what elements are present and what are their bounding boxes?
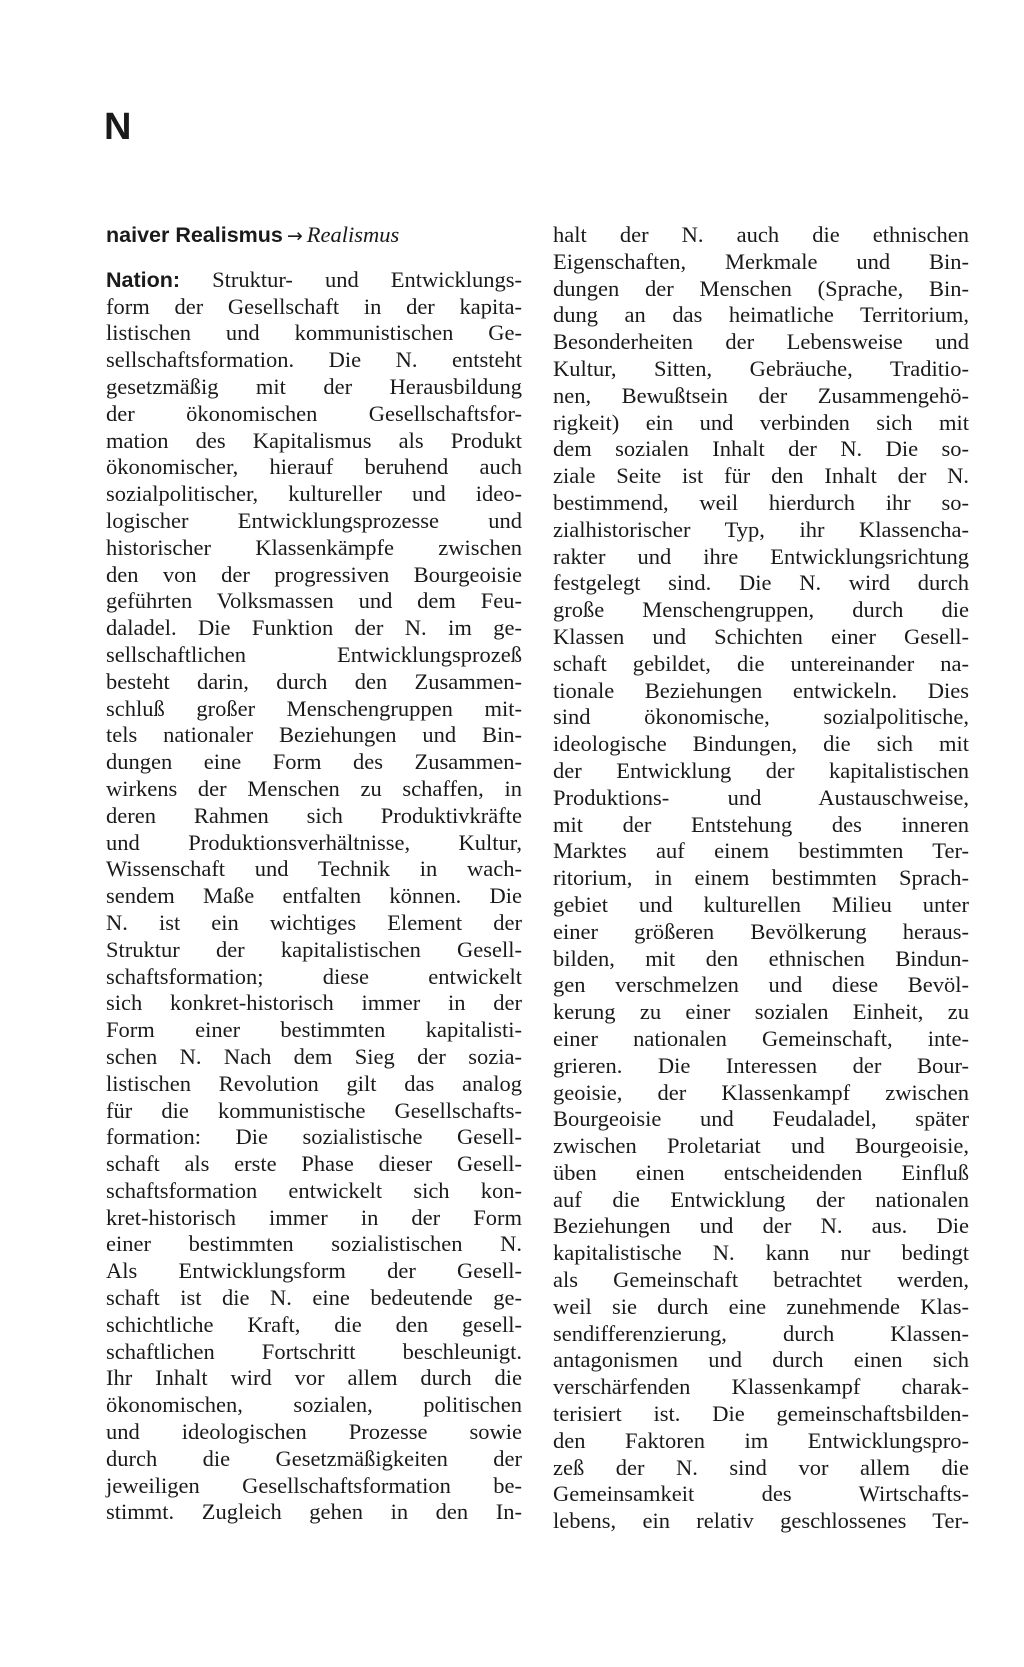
text-line: den von der progressiven Bourgeoisie: [106, 561, 522, 587]
text-line: zeß der N. sind vor allem die: [553, 1454, 969, 1480]
text-line: gebiet und kulturellen Milieu unter: [553, 891, 969, 917]
text-line: gesetzmäßig mit der Herausbildung: [106, 373, 522, 399]
text-line: dung an das heimatliche Territorium,: [553, 302, 969, 328]
entry-nation-first-line: [106, 267, 522, 294]
text-line: sellschaftlichen Entwicklungsprozeß: [106, 641, 522, 667]
text-line: stimmt. Zugleich gehen in den In-: [106, 1499, 522, 1525]
text-line: lebens, ein relativ geschlossenes Ter-: [553, 1508, 969, 1534]
text-line: halt der N. auch die ethnischen: [553, 222, 969, 247]
text-line: kerung zu einer sozialen Einheit, zu: [553, 999, 969, 1025]
text-line: und Produktionsverhältnisse, Kultur,: [106, 829, 522, 855]
text-line: schaft gebildet, die untereinander na-: [553, 650, 969, 676]
text-line: sozialpolitischer, kultureller und ideo-: [106, 481, 522, 507]
text-line: dem sozialen Inhalt der N. Die so-: [553, 436, 969, 462]
text-line: einer bestimmten sozialistischen N.: [106, 1231, 522, 1257]
text-line: sich konkret-historisch immer in der: [106, 990, 522, 1016]
text-line: sendem Maße entfalten können. Die: [106, 883, 522, 909]
text-line: gen verschmelzen und diese Bevöl-: [553, 972, 969, 998]
text-line: ziale Seite ist für den Inhalt der N.: [553, 463, 969, 489]
text-line: durch die Gesetzmäßigkeiten der: [106, 1445, 522, 1471]
text-line: einer größeren Bevölkerung heraus-: [553, 918, 969, 944]
text-line: den Faktoren im Entwicklungspro-: [553, 1427, 969, 1453]
text-line: zwischen Proletariat und Bourgeoisie,: [553, 1133, 969, 1159]
text-line: kret-historisch immer in der Form: [106, 1204, 522, 1230]
text-line: rigkeit) ein und verbinden sich mit: [553, 409, 969, 435]
text-line: bilden, mit den ethnischen Bindun-: [553, 945, 969, 971]
text-line: geführten Volksmassen und dem Feu-: [106, 588, 522, 614]
text-line: zialhistorischer Typ, ihr Klassencha-: [553, 516, 969, 542]
text-line: als Gemeinschaft betrachtet werden,: [553, 1267, 969, 1293]
entry-naiver-realismus: [106, 222, 522, 249]
text-line: listischen und kommunistischen Ge-: [106, 320, 522, 346]
text-line: besteht darin, durch den Zusammen-: [106, 668, 522, 694]
text-line: Gemeinsamkeit des Wirtschafts-: [553, 1481, 969, 1507]
text-line: kapitalistische N. kann nur bedingt: [553, 1240, 969, 1266]
text-line: große Menschengruppen, durch die: [553, 597, 969, 623]
text-line: Eigenschaften, Merkmale und Bin-: [553, 248, 969, 274]
text-line: Marktes auf einem bestimmten Ter-: [553, 838, 969, 864]
text-line: und ideologischen Prozesse sowie: [106, 1419, 522, 1445]
text-line: rakter und ihre Entwicklungsrichtung: [553, 543, 969, 569]
text-line: Klassen und Schichten einer Gesell-: [553, 623, 969, 649]
text-line: sind ökonomische, sozialpolitische,: [553, 704, 969, 730]
text-line: dungen eine Form des Zusammen-: [106, 749, 522, 775]
text-line: ökonomischer, hierauf beruhend auch: [106, 454, 522, 480]
text-line: schaftlichen Fortschritt beschleunigt.: [106, 1338, 522, 1364]
text-line: für die kommunistische Gesellschafts-: [106, 1097, 522, 1123]
text-line: einer nationalen Gemeinschaft, inte-: [553, 1025, 969, 1051]
text-line: ideologische Bindungen, die sich mit: [553, 731, 969, 757]
text-line: Als Entwicklungsform der Gesell-: [106, 1258, 522, 1284]
section-letter: N: [104, 106, 132, 148]
text-line: Struktur- und Entwicklungs-: [212, 266, 522, 292]
text-line: Kultur, Sitten, Gebräuche, Traditio-: [553, 355, 969, 381]
right-column: [553, 222, 969, 1535]
left-column: [106, 222, 522, 1526]
text-line: Beziehungen und der N. aus. Die: [553, 1213, 969, 1239]
text-line: Wissenschaft und Technik in wach-: [106, 856, 522, 882]
text-line: logischer Entwicklungsprozesse und: [106, 507, 522, 533]
text-line: schluß großer Menschengruppen mit-: [106, 695, 522, 721]
text-line: schaftsformation entwickelt sich kon-: [106, 1177, 522, 1203]
text-line: Bourgeoisie und Feudaladel, später: [553, 1106, 969, 1132]
text-line: formation: Die sozialistische Gesell-: [106, 1124, 522, 1150]
text-line: auf die Entwicklung der nationalen: [553, 1186, 969, 1212]
text-line: deren Rahmen sich Produktivkräfte: [106, 802, 522, 828]
text-line: schaft als erste Phase dieser Gesell-: [106, 1151, 522, 1177]
text-line: historischer Klassenkämpfe zwischen: [106, 534, 522, 560]
entry-headword: naiver Realismus: [106, 223, 283, 247]
text-line: form der Gesellschaft in der kapita-: [106, 293, 522, 319]
entry-headword: Nation:: [106, 267, 181, 292]
text-line: sendifferenzierung, durch Klassen-: [553, 1320, 969, 1346]
text-line: N. ist ein wichtiges Element der: [106, 909, 522, 935]
text-line: tionale Beziehungen entwickeln. Dies: [553, 677, 969, 703]
text-line: sellschaftsformation. Die N. entsteht: [106, 347, 522, 373]
text-line: der ökonomischen Gesellschaftsfor-: [106, 400, 522, 426]
text-line: Besonderheiten der Lebensweise und: [553, 329, 969, 355]
text-line: jeweiligen Gesellschaftsformation be-: [106, 1472, 522, 1498]
cross-reference-arrow-icon: →: [286, 225, 303, 247]
text-line: schaftsformation; diese entwickelt: [106, 963, 522, 989]
text-line: verschärfenden Klassenkampf charak-: [553, 1374, 969, 1400]
text-line: schichtliche Kraft, die den gesell-: [106, 1311, 522, 1337]
text-line: schen N. Nach dem Sieg der sozia-: [106, 1043, 522, 1069]
text-line: mit der Entstehung des inneren: [553, 811, 969, 837]
text-line: Ihr Inhalt wird vor allem durch die: [106, 1365, 522, 1391]
text-line: wirkens der Menschen zu schaffen, in: [106, 775, 522, 801]
text-line: Struktur der kapitalistischen Gesell-: [106, 936, 522, 962]
text-line: der Entwicklung der kapitalistischen: [553, 757, 969, 783]
text-line: terisiert ist. Die gemeinschaftsbilden-: [553, 1401, 969, 1427]
text-line: daladel. Die Funktion der N. im ge-: [106, 615, 522, 641]
text-line: grieren. Die Interessen der Bour-: [553, 1052, 969, 1078]
text-line: nen, Bewußtsein der Zusammengehö-: [553, 382, 969, 408]
text-line: ritorium, in einem bestimmten Sprach-: [553, 865, 969, 891]
text-line: listischen Revolution gilt das analog: [106, 1070, 522, 1096]
text-line: tels nationaler Beziehungen und Bin-: [106, 722, 522, 748]
text-line: antagonismen und durch einen sich: [553, 1347, 969, 1373]
text-line: schaft ist die N. eine bedeutende ge-: [106, 1285, 522, 1311]
text-line: ökonomischen, sozialen, politischen: [106, 1392, 522, 1418]
cross-reference-link[interactable]: Realismus: [306, 222, 400, 247]
text-line: weil sie durch eine zunehmende Klas-: [553, 1293, 969, 1319]
text-line: Produktions- und Austauschweise,: [553, 784, 969, 810]
text-line: festgelegt sind. Die N. wird durch: [553, 570, 969, 596]
text-line: bestimmend, weil hierdurch ihr so-: [553, 489, 969, 515]
text-line: mation des Kapitalismus als Produkt: [106, 427, 522, 453]
text-line: dungen der Menschen (Sprache, Bin-: [553, 275, 969, 301]
text-line: Form einer bestimmten kapitalisti-: [106, 1017, 522, 1043]
text-line: geoisie, der Klassenkampf zwischen: [553, 1079, 969, 1105]
text-line: üben einen entscheidenden Einfluß: [553, 1159, 969, 1185]
